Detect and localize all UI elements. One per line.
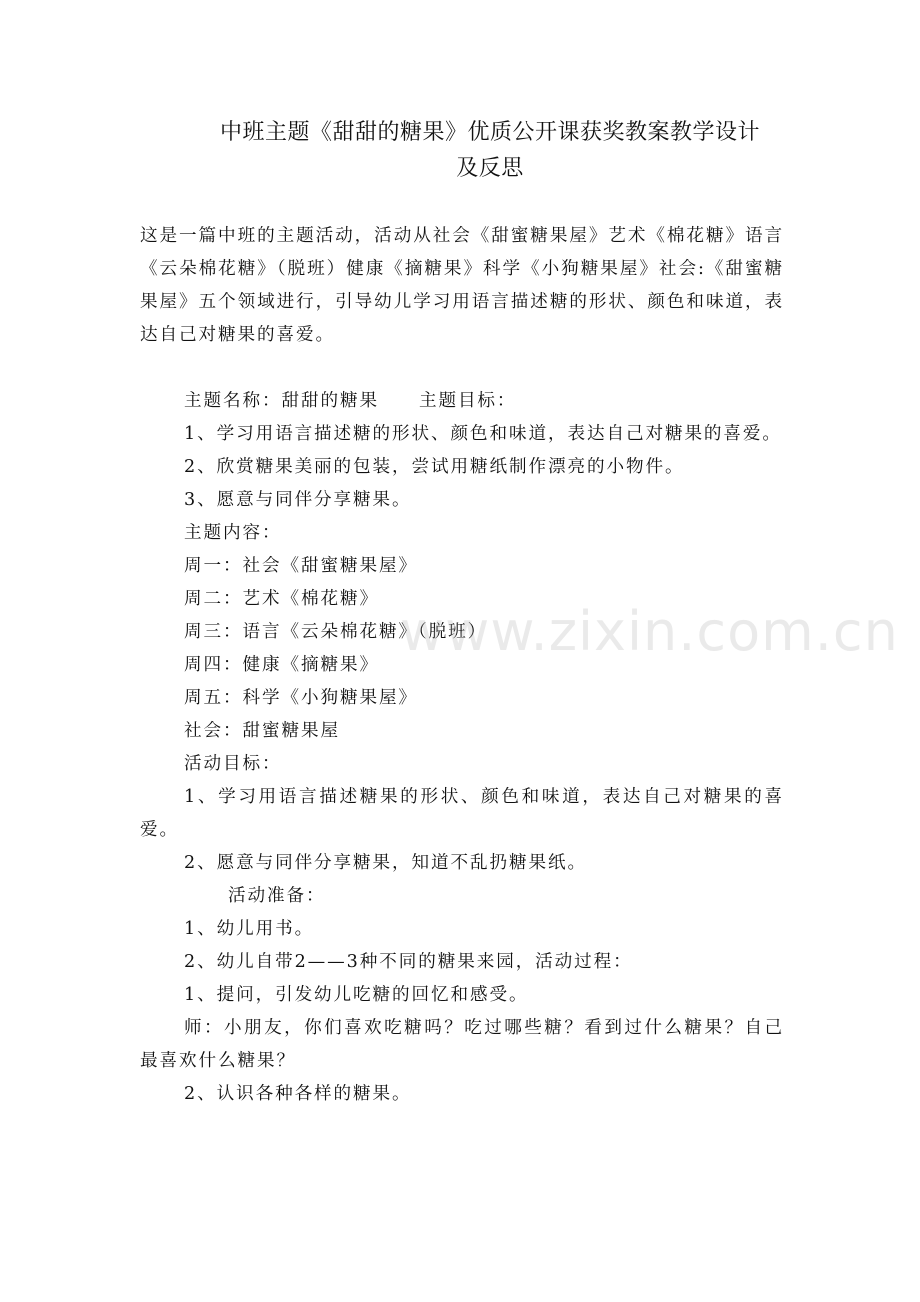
title-line-2: 及反思 xyxy=(456,156,524,181)
prep-item: 1、幼儿用书。 xyxy=(184,919,315,939)
process-item: 2、认识各种各样的糖果。 xyxy=(184,1084,412,1104)
prep-label: 活动准备： xyxy=(228,886,326,906)
title-line-1: 中班主题《甜甜的糖果》优质公开课获奖教案教学设计 xyxy=(219,120,760,145)
theme-goal-label: 主题目标： xyxy=(418,391,517,411)
intro-paragraph: 这是一篇中班的主题活动，活动从社会《甜蜜糖果屋》艺术《棉花糖》语言《云朵棉花糖》（脱班）健康《摘糖果》科学《小狗糖果屋》社会:《甜蜜糖果屋》五个领域进行，引导幼儿学习用语言描述糖的形状、颜色和味道，表达自己对糖果的喜爱。 xyxy=(140,226,784,345)
goal-item: 3、愿意与同伴分享糖果。 xyxy=(184,490,412,510)
activity-goal-item: 1、学习用语言描述糖果的形状、颜色和味道，表达自己对糖果的喜爱。 xyxy=(140,787,784,840)
document-title xyxy=(150,115,830,187)
week-item: 周五：科学《小狗糖果屋》 xyxy=(184,688,418,708)
theme-name: 主题名称：甜甜的糖果 xyxy=(184,391,379,411)
prep-item: 2、幼儿自带2——3种不同的糖果来园，活动过程： xyxy=(184,952,633,972)
social-heading: 社会：甜蜜糖果屋 xyxy=(184,721,340,741)
watermark: www.zixin.com.cn xyxy=(400,600,899,663)
content-label: 主题内容： xyxy=(184,523,282,543)
goal-item: 2、欣赏糖果美丽的包装，尝试用糖纸制作漂亮的小物件。 xyxy=(184,457,685,477)
activity-goal-label: 活动目标： xyxy=(184,754,282,774)
week-item: 周四：健康《摘糖果》 xyxy=(184,655,379,675)
week-item: 周一：社会《甜蜜糖果屋》 xyxy=(184,556,418,576)
theme-line xyxy=(140,385,784,418)
activity-goal-item: 2、愿意与同伴分享糖果，知道不乱扔糖果纸。 xyxy=(184,853,587,873)
week-item: 周三：语言《云朵棉花糖》（脱班） xyxy=(184,622,488,642)
document-body xyxy=(140,220,784,1111)
process-item: 1、提问，引发幼儿吃糖的回忆和感受。 xyxy=(184,985,529,1005)
process-item: 师：小朋友，你们喜欢吃糖吗？吃过哪些糖？看到过什么糖果？自己最喜欢什么糖果？ xyxy=(140,1018,784,1071)
week-item: 周二：艺术《棉花糖》 xyxy=(184,589,379,609)
goal-item: 1、学习用语言描述糖的形状、颜色和味道，表达自己对糖果的喜爱。 xyxy=(184,424,782,444)
